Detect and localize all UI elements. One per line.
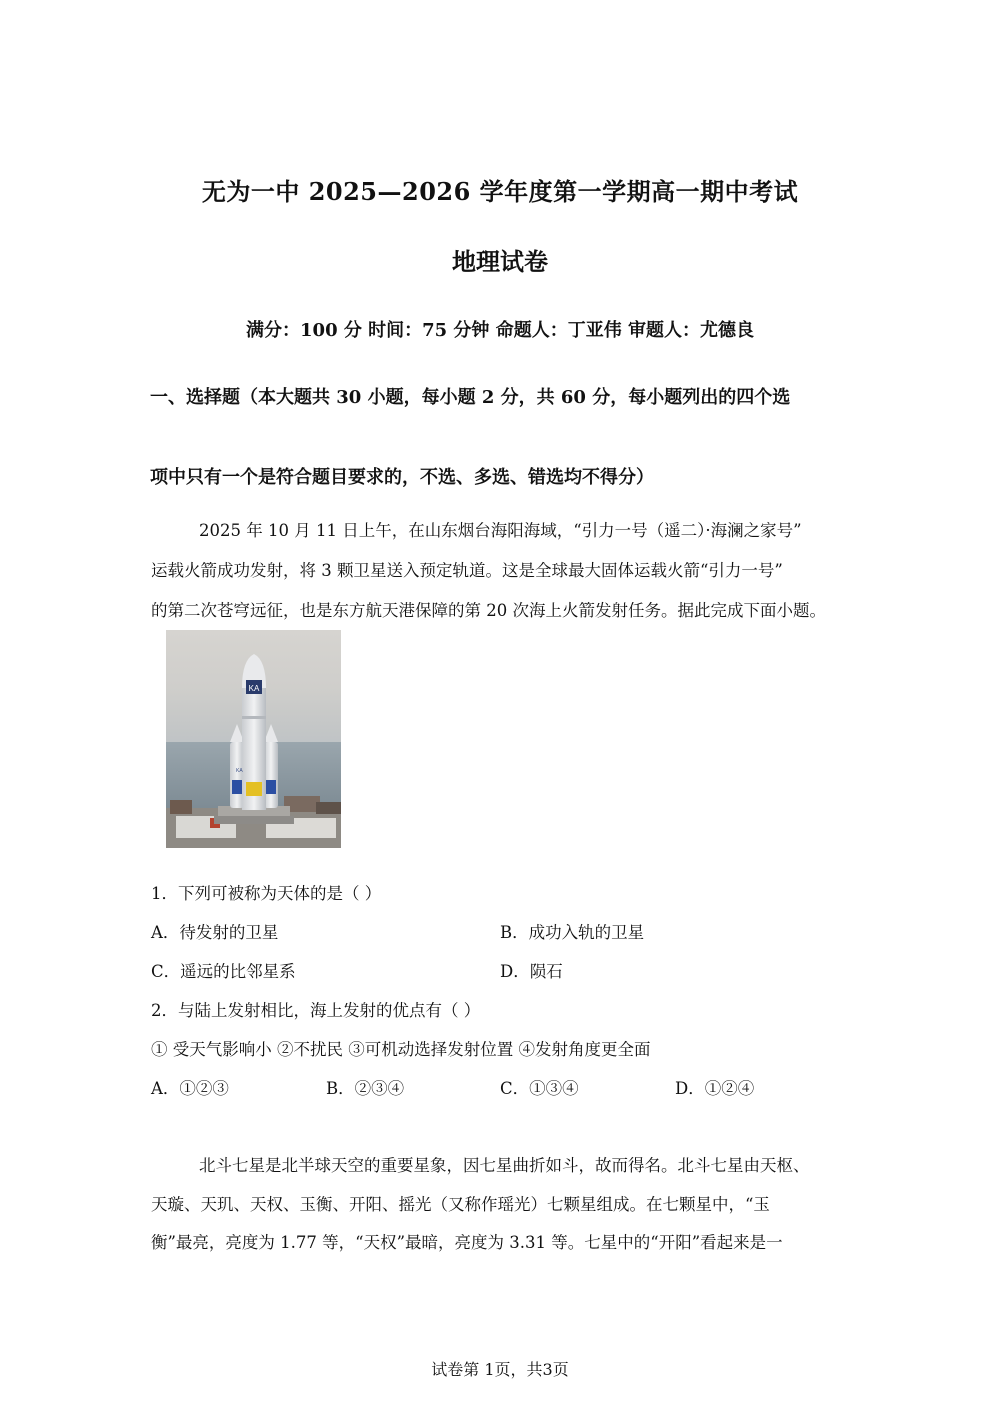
passage1-line1: 2025 年 10 月 11 日上午，在山东烟台海阳海域，“引力一号（遥二）·海澜之家号” <box>199 521 802 540</box>
rocket-photo <box>166 630 341 848</box>
q2-stem: 2．与陆上发射相比，海上发射的优点有（ ） <box>151 1001 481 1020</box>
q1-option-b: B．成功入轨的卫星 <box>500 923 645 942</box>
passage1-line2: 运载火箭成功发射，将 3 颗卫星送入预定轨道。这是全球最大固体运载火箭“引力一号” <box>151 561 783 580</box>
passage2-line3: 衡”最亮，亮度为 1.77 等，“天权”最暗，亮度为 3.31 等。七星中的“开阳”看起来是一 <box>151 1233 783 1252</box>
q1-option-d: D．陨石 <box>500 962 563 981</box>
passage2-line2: 天璇、天玑、天权、玉衡、开阳、摇光（又称作瑶光）七颗星组成。在七颗星中，“玉 <box>151 1195 770 1214</box>
section-heading-line2: 项中只有一个是符合题目要求的，不选、多选、错选均不得分） <box>150 467 654 488</box>
q2-option-c: C．①③④ <box>500 1079 579 1098</box>
q2-items: ① 受天气影响小 ②不扰民 ③可机动选择发射位置 ④发射角度更全面 <box>151 1040 651 1059</box>
rocket-logo-text: KA <box>248 684 260 693</box>
exam-subtitle: 地理试卷 <box>452 247 548 276</box>
q2-option-d: D．①②④ <box>675 1079 755 1098</box>
passage2-line1: 北斗七星是北半球天空的重要星象，因七星曲折如斗，故而得名。北斗七星由天枢、 <box>199 1156 810 1175</box>
page-footer: 试卷第 1页，共3页 <box>431 1360 569 1379</box>
q1-option-a: A．待发射的卫星 <box>151 923 279 942</box>
section-heading-line1: 一、选择题（本大题共 30 小题，每小题 2 分，共 60 分，每小题列出的四个选 <box>150 387 791 408</box>
passage1-line3: 的第二次苍穹远征，也是东方航天港保障的第 20 次海上火箭发射任务。据此完成下面小题。 <box>151 601 826 620</box>
q1-option-c: C．遥远的比邻星系 <box>151 962 296 981</box>
exam-meta: 满分：100 分 时间：75 分钟 命题人：丁亚伟 审题人：尤德良 <box>246 320 754 341</box>
q2-option-b: B．②③④ <box>326 1079 405 1098</box>
q2-option-a: A．①②③ <box>151 1079 229 1098</box>
exam-title: 无为一中 2025—2026 学年度第一学期高一期中考试 <box>201 177 799 206</box>
rocket-side-text: KA <box>236 768 243 774</box>
q1-stem: 1．下列可被称为天体的是（ ） <box>151 884 382 903</box>
